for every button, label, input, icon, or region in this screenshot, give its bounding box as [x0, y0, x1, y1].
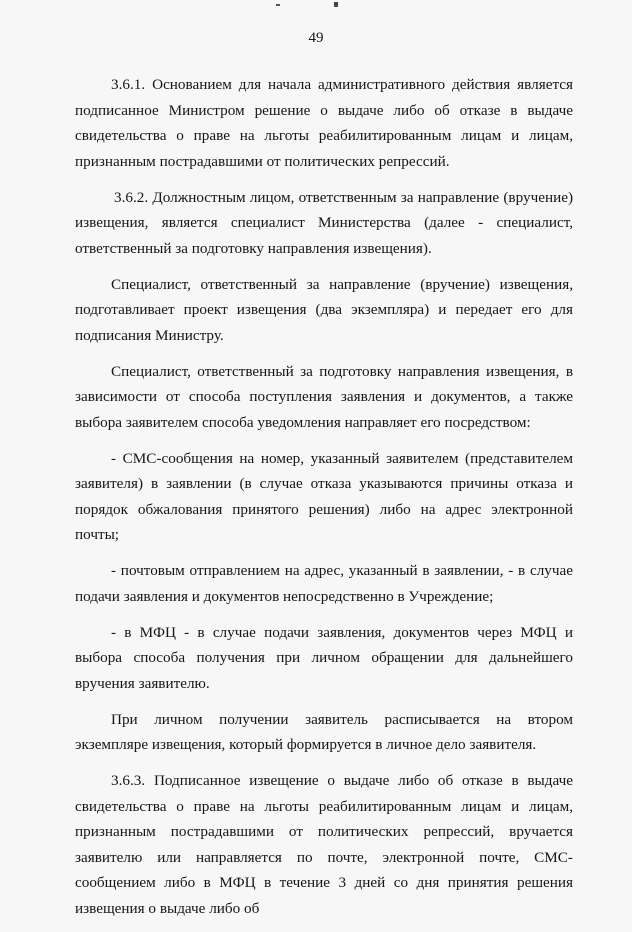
paragraph-3-6-1: 3.6.1. Основанием для начала административного действия является подписанное Министром решение о выдаче либо об отказе в выдаче свидетельства о праве на льготы реабилитированным лицам и лицам, признанным пострадавшими от политических репрессий. [75, 76, 573, 170]
list-item-post: - почтовым отправлением на адрес, указанный в заявлении, - в случае подачи заявления и документов непосредственно в Учреждение; [75, 562, 573, 605]
list-item-sms: - СМС-сообщения на номер, указанный заявителем (представителем заявителя) в заявлении (в случае отказа указываются причины отказа и порядок обжалования принятого решения) либо на адрес электронной почты; [75, 449, 573, 543]
paragraph-3-6-3: 3.6.3. Подписанное извещение о выдаче либо об отказе в выдаче свидетельства о праве на льготы реабилитированным лицам и лицам, признанным пострадавшими от политических репрессий, вручается заявителю или направляется по почте, электронной почте, СМС-сообщением либо в МФЦ в течение 3 дней со дня принятия решения извещения о выдаче либо об [75, 772, 573, 917]
paragraph-specialist-prepares: Специалист, ответственный за направление (вручение) извещения, подготавливает проект извещения (два экземпляра) и передает его для подписания Министру. [75, 275, 573, 344]
paragraph-personal-receipt: При личном получении заявитель расписывается на втором экземпляре извещения, который формируется в личное дело заявителя. [75, 710, 573, 753]
paragraph-delivery-methods: Специалист, ответственный за подготовку направления извещения, в зависимости от способа поступления заявления и документов, а также выбора заявителем способа уведомления направляет его посредством: [75, 362, 573, 431]
document-body [75, 72, 573, 932]
scan-artifact [334, 2, 338, 7]
scan-artifact [276, 4, 280, 6]
list-item-mfc: - в МФЦ - в случае подачи заявления, документов через МФЦ и выбора способа получения при личном обращении для дальнейшего вручения заявителю. [75, 623, 573, 692]
paragraph-3-6-2: 3.6.2. Должностным лицом, ответственным за направление (вручение) извещения, является специалист Министерства (далее - специалист, ответственный за подготовку направления извещения). [75, 188, 573, 257]
page-number: 49 [308, 30, 324, 46]
